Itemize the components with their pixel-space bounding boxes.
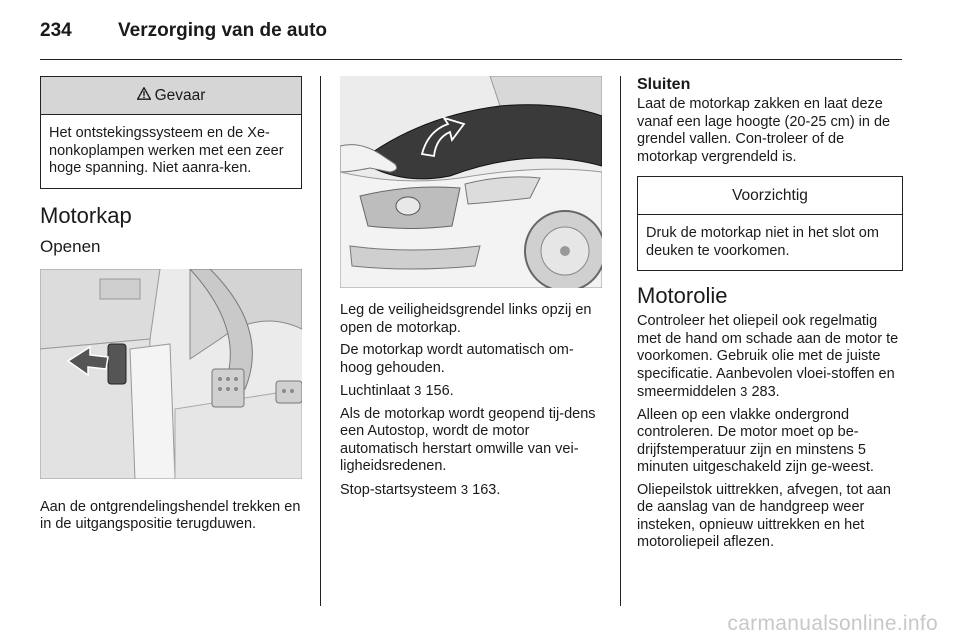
page-reference-link[interactable]: 283. (751, 384, 780, 400)
page-reference-link[interactable]: 163. (472, 481, 501, 498)
cross-reference-paragraph: Stop-startsysteem 3 163. (340, 481, 501, 498)
page-reference-icon: 3 (460, 481, 469, 497)
oil-paragraph: Alleen op een vlakke ondergrond controleren. De motor moet op be-drijfstemperatuur zijn en minstens 5 minuten uitgeschakeld zijn ge-weest. (637, 406, 874, 475)
column-divider (620, 76, 621, 606)
page-reference-icon: 3 (740, 384, 748, 399)
page-number: 234 (40, 20, 72, 41)
column-right (637, 76, 903, 557)
danger-title: Gevaar (154, 86, 206, 104)
column-middle (340, 76, 602, 504)
danger-text: Het ontstekingssysteem en de Xe-nonkoplampen werken met een zeer hoge spanning. Niet aanra-ken. (49, 125, 284, 176)
hood-release-lever-illustration (40, 269, 302, 479)
section-title: Motorkap (40, 202, 132, 228)
danger-box-header (41, 77, 301, 115)
header-divider (40, 59, 902, 60)
danger-box (40, 76, 302, 189)
car-hood-open-illustration (340, 76, 602, 288)
caution-box-header (638, 177, 902, 215)
column-left (40, 76, 302, 539)
watermark: carmanualsonline.info (727, 612, 938, 635)
page-reference-icon: 3 (414, 383, 422, 398)
oil-paragraph: Oliepeilstok uittrekken, afvegen, tot aan de aanslag van de handgreep weer insteken, opnieuw uittrekken en het motoroliepeil aflezen. (637, 481, 891, 550)
subsection-title: Openen (40, 236, 101, 256)
closing-title: Sluiten (637, 76, 691, 93)
instruction-paragraph: Als de motorkap wordt geopend tij-dens een Autostop, wordt de motor automatisch herstart omwille van vei-ligheidsredenen. (340, 405, 596, 474)
caution-box (637, 176, 903, 271)
cross-reference-paragraph: Luchtinlaat 3 156. (340, 383, 454, 399)
chapter-title: Verzorging van de auto (118, 20, 328, 41)
caution-text: Druk de motorkap niet in het slot om deuken te voorkomen. (646, 225, 879, 259)
figure-caption: Aan de ontgrendelingshendel trekken en in de uitgangspositie terugduwen. (40, 498, 301, 532)
instruction-paragraph: Leg de veiligheidsgrendel links opzij en open de motorkap. (340, 302, 592, 336)
instruction-paragraph: De motorkap wordt automatisch om-hoog gehouden. (340, 342, 574, 376)
caution-title: Voorzichtig (732, 186, 808, 204)
page-reference-link[interactable]: 156. (425, 383, 454, 399)
oil-section-title: Motorolie (637, 283, 728, 308)
page-header (40, 20, 327, 50)
closing-text: Laat de motorkap zakken en laat deze vanaf een lage hoogte (20-25 cm) in de grendel vallen. Con-troleer of de motorkap vergrendeld is. (637, 96, 891, 165)
warning-triangle-icon (137, 87, 151, 105)
column-divider (320, 76, 321, 606)
cross-reference-paragraph: Controleer het oliepeil ook regelmatig met de hand om schade aan de motor te voorkomen. Gebruik olie met de juiste specificatie. Aanbevolen vloei-stoffen en smeermiddelen 3 283. (637, 313, 899, 400)
